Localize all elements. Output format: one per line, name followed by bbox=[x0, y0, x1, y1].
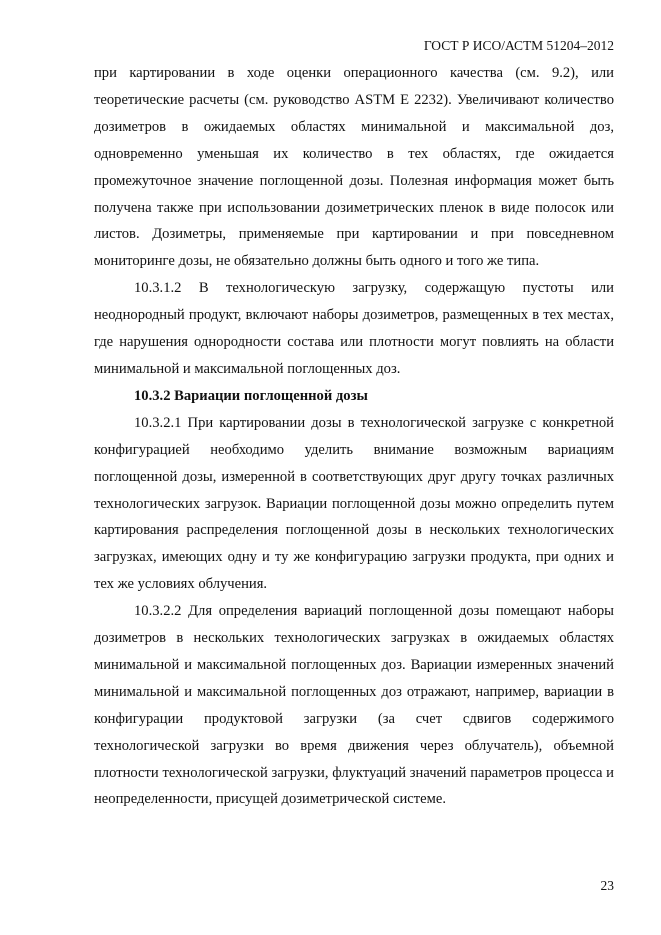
document-header: ГОСТ Р ИСО/АСТМ 51204–2012 bbox=[423, 38, 614, 53]
page-number: 23 bbox=[600, 878, 614, 893]
paragraph-10-3-2-1: 10.3.2.1 При картировании дозы в технологической загрузке с конкретной конфигурацией необходимо уделить внимание возможным вариациям поглощенной дозы, измеренной в соответствующих друг другу точках различных технологических загрузок. Вариации поглощенной дозы можно определить путем картирования распределения поглощенной дозы в нескольких технологических загрузках, имеющих одну и ту же конфигурацию загрузки продукта, при одних и тех же условиях облучения. bbox=[94, 414, 614, 593]
paragraph-10-3-2-2: 10.3.2.2 Для определения вариаций поглощенной дозы помещают наборы дозиметров в нескольких технологических загрузках в ожидаемых областях минимальной и максимальной поглощенных доз. Вариации измеренных значений минимальной и максимальной поглощенных доз отражают, например, вариации в конфигурации продуктовой загрузки (за счет сдвигов содержимого технологической загрузки во время движения через облучатель), объемной плотности технологической загрузки, флуктуаций значений параметров процесса и неопределенности, присущей дозиметрической системе. bbox=[94, 603, 614, 808]
document-body bbox=[94, 60, 614, 813]
section-heading-10-3-2: 10.3.2 Вариации поглощенной дозы bbox=[134, 387, 368, 404]
paragraph-10-3-1-2: 10.3.1.2 В технологическую загрузку, содержащую пустоты или неоднородный продукт, включают наборы дозиметров, размещенных в тех местах, где нарушения однородности состава или плотности могут повлиять на области минимальной и максимальной поглощенных доз. bbox=[94, 280, 614, 377]
paragraph-continuation: при картировании в ходе оценки операционного качества (см. 9.2), или теоретические расчеты (см. руководство ASTM E 2232). Увеличивают количество дозиметров в ожидаемых областях минимальной и максимальной доз, одновременно уменьшая их количество в тех областях, где ожидается промежуточное значение поглощенной дозы. Полезная информация может быть получена также при использовании дозиметрических пленок в виде полосок или листов. Дозиметры, применяемые при картировании и при повседневном мониторинге дозы, не обязательно должны быть одного и того же типа. bbox=[94, 65, 614, 270]
